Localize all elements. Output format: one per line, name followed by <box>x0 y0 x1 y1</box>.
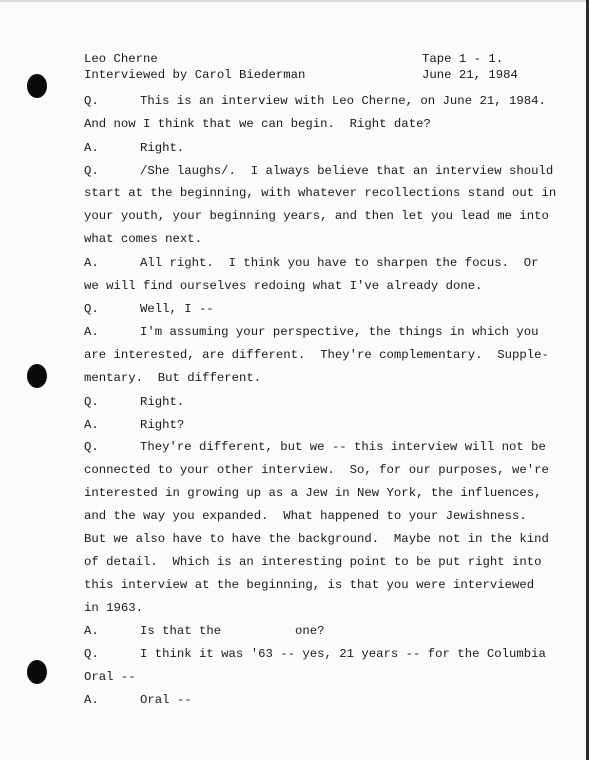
line-text: /She laughs/. I always believe that an interview should <box>140 164 554 178</box>
line-text: All right. I think you have to sharpen the focus. Or <box>140 256 539 270</box>
interview-date: June 21, 1984 <box>422 68 518 82</box>
line-text: and the way you expanded. What happened to your Jewishness. <box>84 509 527 523</box>
transcript-line <box>84 209 554 224</box>
interviewer-name: Interviewed by Carol Biederman <box>84 68 306 82</box>
transcript-line <box>84 256 554 271</box>
line-text: Is that the one? <box>140 624 325 638</box>
speaker-label: Q. <box>84 395 99 409</box>
transcript-line <box>84 440 554 455</box>
line-text: Right? <box>140 418 185 432</box>
line-text: And now I think that we can begin. Right date? <box>84 117 431 131</box>
tape-number: Tape 1 - 1. <box>422 52 504 66</box>
line-text: Oral -- <box>140 693 192 707</box>
line-text: Oral -- <box>84 670 136 684</box>
line-text: this interview at the beginning, is that you were interviewed <box>84 578 535 592</box>
line-text: Right. <box>140 141 185 155</box>
header-left <box>84 51 305 83</box>
line-text: in 1963. <box>84 601 144 615</box>
line-text: But we also have to have the background. Maybe not in the kind <box>84 532 549 546</box>
transcript-line <box>84 94 554 109</box>
transcript-line <box>84 647 554 662</box>
line-text: They're different, but we -- this interview will not be <box>140 440 546 454</box>
transcript-line <box>84 232 554 247</box>
speaker-label: A. <box>84 141 99 155</box>
speaker-label: A. <box>84 693 99 707</box>
punch-hole <box>27 660 47 684</box>
transcript-line <box>84 302 554 317</box>
speaker-label: A. <box>84 624 99 638</box>
transcript-line <box>84 141 554 156</box>
speaker-label: A. <box>84 256 99 270</box>
line-text: I'm assuming your perspective, the things in which you <box>140 325 539 339</box>
transcript-line <box>84 578 554 593</box>
line-text: of detail. Which is an interesting point to be put right into <box>84 555 542 569</box>
line-text: This is an interview with Leo Cherne, on June 21, 1984. <box>140 94 546 108</box>
speaker-label: Q. <box>84 440 99 454</box>
transcript-line <box>84 186 557 201</box>
interviewee-name: Leo Cherne <box>84 52 158 66</box>
line-text: your youth, your beginning years, and then let you lead me into <box>84 209 549 223</box>
line-text: we will find ourselves redoing what I've already done. <box>84 279 483 293</box>
transcript-line <box>84 164 554 179</box>
transcript-line <box>84 670 554 685</box>
punch-hole <box>27 364 47 388</box>
speaker-label: Q. <box>84 164 99 178</box>
transcript-line <box>84 509 554 524</box>
line-text: Right. <box>140 395 185 409</box>
punch-hole <box>27 74 47 98</box>
transcript-line <box>84 624 554 639</box>
line-text: I think it was '63 -- yes, 21 years -- for the Columbia <box>140 647 546 661</box>
header-right <box>422 51 518 83</box>
speaker-label: A. <box>84 418 99 432</box>
transcript-line <box>84 348 554 363</box>
speaker-label: Q. <box>84 647 99 661</box>
line-text: connected to your other interview. So, for our purposes, we're <box>84 463 549 477</box>
line-text: interested in growing up as a Jew in New York, the influences, <box>84 486 542 500</box>
transcript-line <box>84 395 554 410</box>
transcript-line <box>84 371 554 386</box>
transcript-line <box>84 486 554 501</box>
line-text: mentary. But different. <box>84 371 262 385</box>
line-text: what comes next. <box>84 232 203 246</box>
transcript-line <box>84 693 554 708</box>
transcript-line <box>84 532 554 547</box>
transcript-line <box>84 418 554 433</box>
transcript-line <box>84 279 554 294</box>
transcript-line <box>84 601 554 616</box>
transcript-line <box>84 325 554 340</box>
line-text: Well, I -- <box>140 302 214 316</box>
speaker-label: Q. <box>84 94 99 108</box>
transcript-line <box>84 463 554 478</box>
line-text: start at the beginning, with whatever recollections stand out in <box>84 186 557 200</box>
transcript-line <box>84 555 554 570</box>
transcript-line <box>84 117 554 132</box>
speaker-label: A. <box>84 325 99 339</box>
speaker-label: Q. <box>84 302 99 316</box>
page-top-edge <box>0 0 589 2</box>
line-text: are interested, are different. They're complementary. Supple- <box>84 348 549 362</box>
